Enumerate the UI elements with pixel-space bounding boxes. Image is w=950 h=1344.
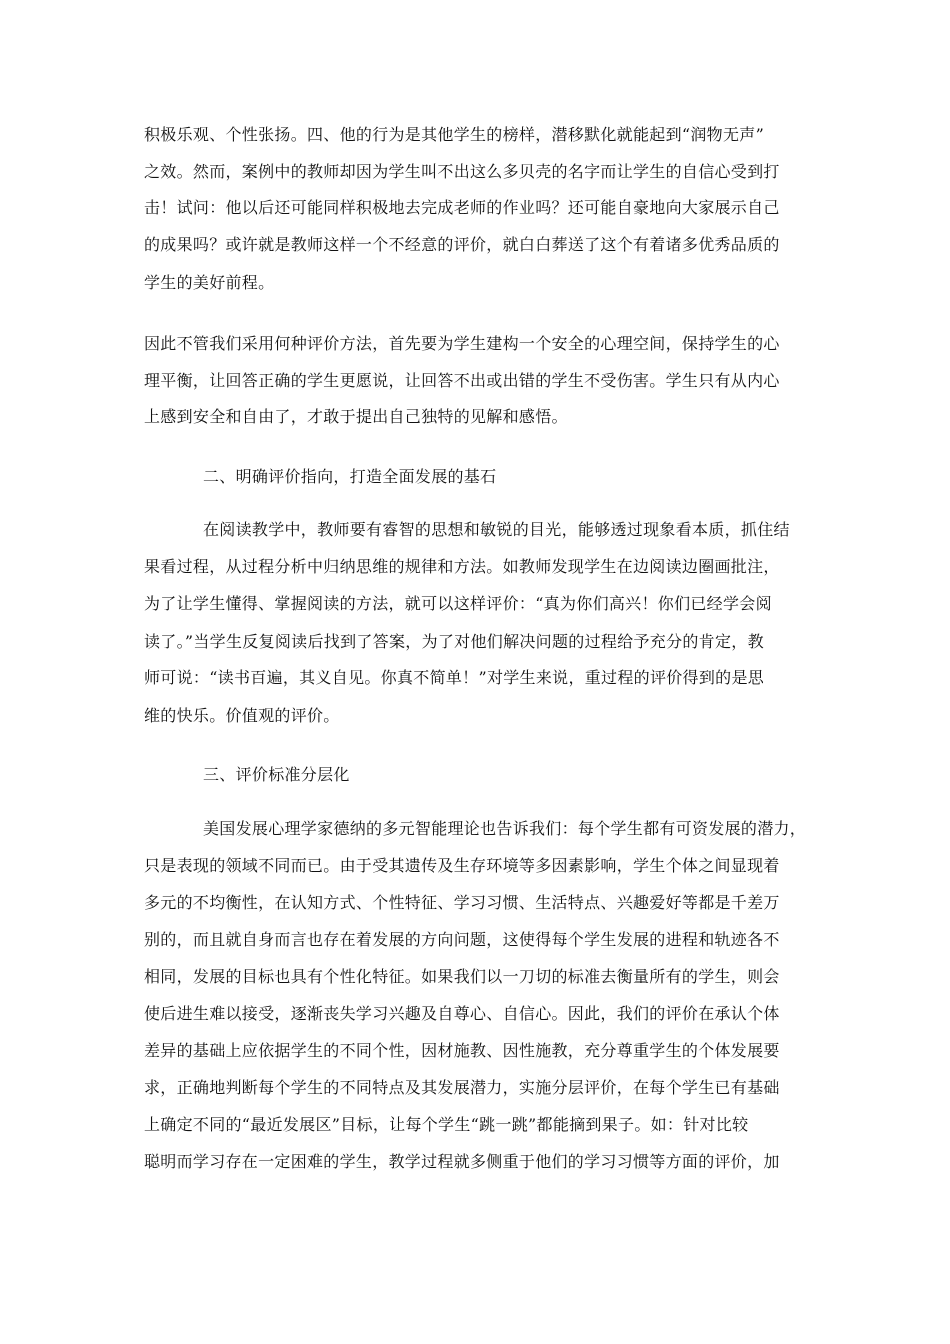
text-line: 只是表现的领域不同而已。由于受其遗传及生存环境等多因素影响，学生个体之间显现着 [144,856,780,875]
text-line: 差异的基础上应依据学生的不同个性，因材施教、因性施教，充分尊重学生的个体发展要 [144,1041,780,1060]
section-heading: 三、评价标准分层化 [203,765,350,784]
text-line: 相同，发展的目标也具有个性化特征。如果我们以一刀切的标准去衡量所有的学生，则会 [144,967,780,986]
text-line: 美国发展心理学家德纳的多元智能理论也告诉我们：每个学生都有可资发展的潜力， [203,819,807,838]
text-line: 使后进生难以接受，逐渐丧失学习兴趣及自尊心、自信心。因此，我们的评价在承认个体 [144,1004,780,1023]
text-line: 因此不管我们采用何种评价方法，首先要为学生建构一个安全的心理空间，保持学生的心 [144,334,780,353]
text-line: 积极乐观、个性张扬。四、他的行为是其他学生的榜样，潜移默化就能起到“润物无声” [144,125,765,144]
section-heading: 二、明确评价指向，打造全面发展的基石 [203,467,497,486]
text-line: 师可说：“读书百遍，其义自见。你真不简单！”对学生来说，重过程的评价得到的是思 [144,668,765,687]
text-line: 上确定不同的“最近发展区”目标，让每个学生“跳一跳”都能摘到果子。如：针对比较 [144,1115,749,1134]
text-line: 聪明而学习存在一定困难的学生，教学过程就多侧重于他们的学习习惯等方面的评价，加 [144,1152,780,1171]
text-line: 击！试问：他以后还可能同样积极地去完成老师的作业吗？还可能自豪地向大家展示自己 [144,198,780,217]
text-line: 的成果吗？或许就是教师这样一个不经意的评价，就白白葬送了这个有着诸多优秀品质的 [144,235,780,254]
text-line: 理平衡，让回答正确的学生更愿说，让回答不出或出错的学生不受伤害。学生只有从内心 [144,371,780,390]
text-line: 读了。”当学生反复阅读后找到了答案，为了对他们解决问题的过程给予充分的肯定，教 [144,632,764,651]
text-line: 果看过程，从过程分析中归纳思维的规律和方法。如教师发现学生在边阅读边圈画批注， [144,557,780,576]
text-line: 求，正确地判断每个学生的不同特点及其发展潜力，实施分层评价，在每个学生已有基础 [144,1078,780,1097]
text-line: 上感到安全和自由了，才敢于提出自己独特的见解和感悟。 [144,407,568,426]
text-line: 维的快乐。价值观的评价。 [144,706,340,725]
text-line: 学生的美好前程。 [144,273,275,292]
text-line: 别的，而且就自身而言也存在着发展的方向问题，这使得每个学生发展的进程和轨迹各不 [144,930,780,949]
text-line: 在阅读教学中，教师要有睿智的思想和敏锐的目光，能够透过现象看本质，抓住结 [203,520,790,539]
text-line: 之效。然而，案例中的教师却因为学生叫不出这么多贝壳的名字而让学生的自信心受到打 [144,162,780,181]
text-line: 为了让学生懂得、掌握阅读的方法，就可以这样评价：“真为你们高兴！你们已经学会阅 [144,594,772,613]
text-line: 多元的不均衡性，在认知方式、个性特征、学习习惯、生活特点、兴趣爱好等都是千差万 [144,893,780,912]
